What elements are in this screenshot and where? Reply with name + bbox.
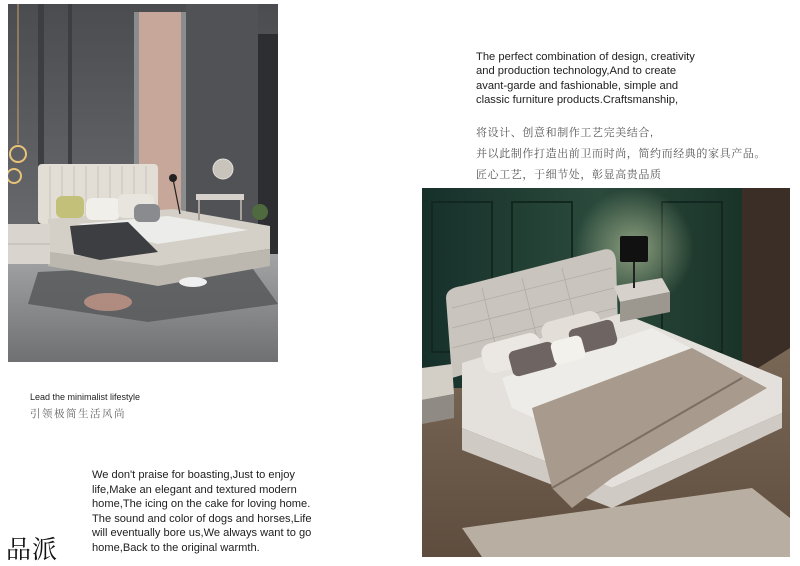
intro-chinese xyxy=(476,123,796,186)
body-line: The sound and color of dogs and horses,Life xyxy=(92,512,312,525)
intro-chinese-line: 匠心工艺，于细节处，彰显高贵品质 xyxy=(476,169,662,181)
brand-name: 品派 xyxy=(6,535,59,564)
intro-english-line: The perfect combination of design, creativity xyxy=(476,51,695,63)
intro-chinese-line: 将设计、创意和制作工艺完美结合, xyxy=(476,127,654,139)
intro-english-line: and production technology,And to create xyxy=(476,65,677,78)
body-line: home,The icing on the cake for loving home. xyxy=(92,498,311,510)
body-line: home,Back to the original warmth. xyxy=(92,541,260,554)
tagline-chinese: 引领极简生活风尚 xyxy=(30,408,126,420)
body-line: life,Make an elegant and textured modern xyxy=(92,483,297,496)
intro-english-line: classic furniture products.Craftsmanship, xyxy=(476,94,679,107)
intro-english-line: avant-garde and fashionable, simple and xyxy=(476,79,679,92)
intro-chinese-line: 并以此制作打造出前卫而时尚，简约而经典的家具产品。 xyxy=(476,148,766,160)
body-paragraph xyxy=(92,468,332,555)
body-line: We don't praise for boasting,Just to enjoy xyxy=(92,469,295,481)
body-line: will eventually bore us,We always want to go xyxy=(92,527,312,539)
tagline-english: Lead the minimalist lifestyle xyxy=(30,392,141,402)
bedroom-photo-left xyxy=(8,4,278,362)
intro-english xyxy=(476,50,776,108)
bedroom-photo-right xyxy=(422,188,790,557)
